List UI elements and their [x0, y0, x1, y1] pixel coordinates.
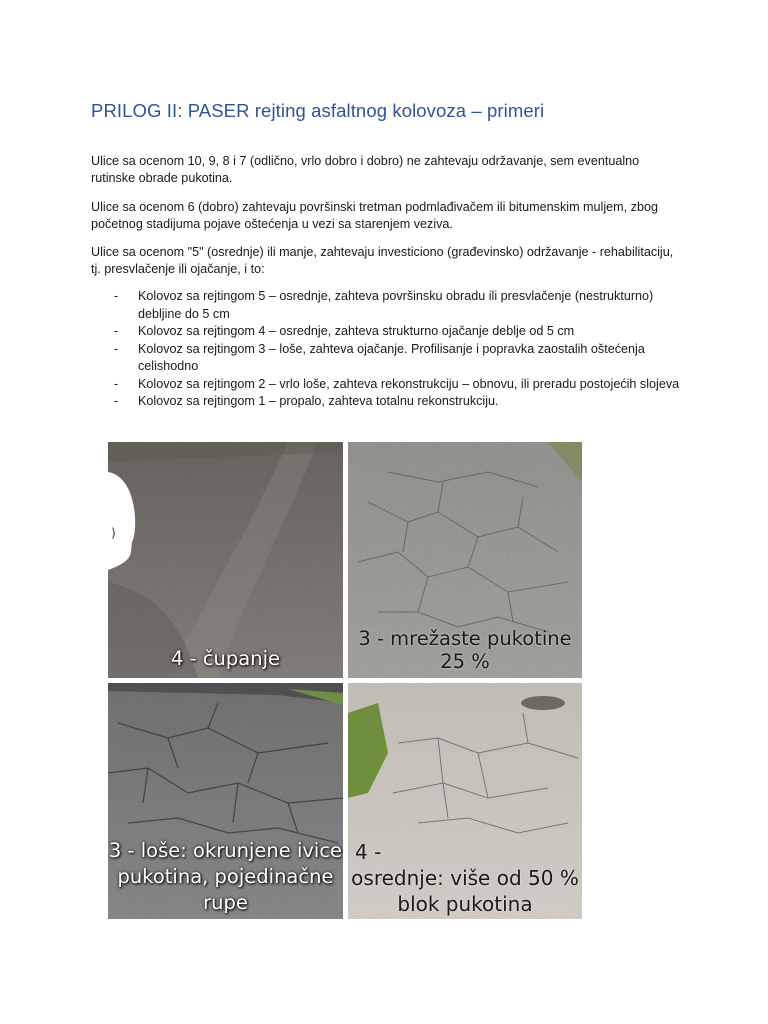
- list-item: - Kolovoz sa rejtingom 1 – propalo, zahteva totalnu rekonstrukciju.: [91, 393, 691, 411]
- photo-caption-crack-edges: 3 - loše: okrunjene ivice pukotina, pojedinačne rupe: [108, 839, 343, 914]
- photo-caption-raveling: 4 - čupanje: [170, 647, 281, 670]
- bullet-marker: -: [114, 394, 119, 408]
- photo-block-cracking: [348, 683, 582, 919]
- paragraph-ratings-10-7: Ulice sa ocenom 10, 9, 8 i 7 (odlično, vrlo dobro i dobro) ne zahtevaju održavanje, sem eventualno rutinske obrade pukotina.: [91, 154, 640, 185]
- bullet-marker: -: [114, 324, 119, 338]
- bullet-marker: -: [114, 341, 119, 356]
- photo-caption-block-cracking: osrednje: više od 50 % blok pukotina: [351, 866, 579, 916]
- bullet-marker: -: [114, 376, 119, 391]
- photo-note: ): [111, 526, 116, 540]
- photo-raveling: [108, 442, 343, 678]
- bullet-marker: -: [114, 289, 119, 303]
- paragraph-rating-5-or-less: Ulice sa ocenom "5" (osrednje) ili manje, zahtevaju investiciono (građevinsko) održavanje - rehabilitaciju, tj. presvlačenje ili ojačanje, i to:: [91, 245, 674, 276]
- page-heading: PRILOG II: PASER rejting asfaltnog kolovoza – primeri: [91, 100, 545, 121]
- photo-caption-block-cracking-rating: 4 -: [355, 840, 382, 864]
- list-item: - Kolovoz sa rejtingom 4 – osrednje, zahteva strukturno ojačanje deblje od 5 cm: [91, 323, 691, 341]
- photo-caption-alligator-cracking: 3 - mrežaste pukotine 25 %: [358, 627, 572, 673]
- rating-list: [91, 288, 691, 411]
- photo-crack-edges: [108, 683, 343, 919]
- paragraph-rating-6: Ulice sa ocenom 6 (dobro) zahtevaju površinski tretman podmlađivačem ili bitumenskim muljem, zbog početnog stadijuma pojave oštećenja u vezi sa starenjem veziva.: [91, 200, 658, 231]
- list-item: - Kolovoz sa rejtingom 2 – vrlo loše, zahteva rekonstrukciju – obnovu, ili preradu postojećih slojeva: [91, 376, 691, 394]
- photo-alligator-cracking: [348, 442, 582, 678]
- list-item: - Kolovoz sa rejtingom 5 – osrednje, zahteva površinsku obradu ili presvlačenje (nestrukturno) debljine do 5 cm: [114, 289, 654, 321]
- list-item: - Kolovoz sa rejtingom 3 – loše, zahteva ojačanje. Profilisanje i popravka zaostalih oštećenja celishodno: [114, 341, 645, 373]
